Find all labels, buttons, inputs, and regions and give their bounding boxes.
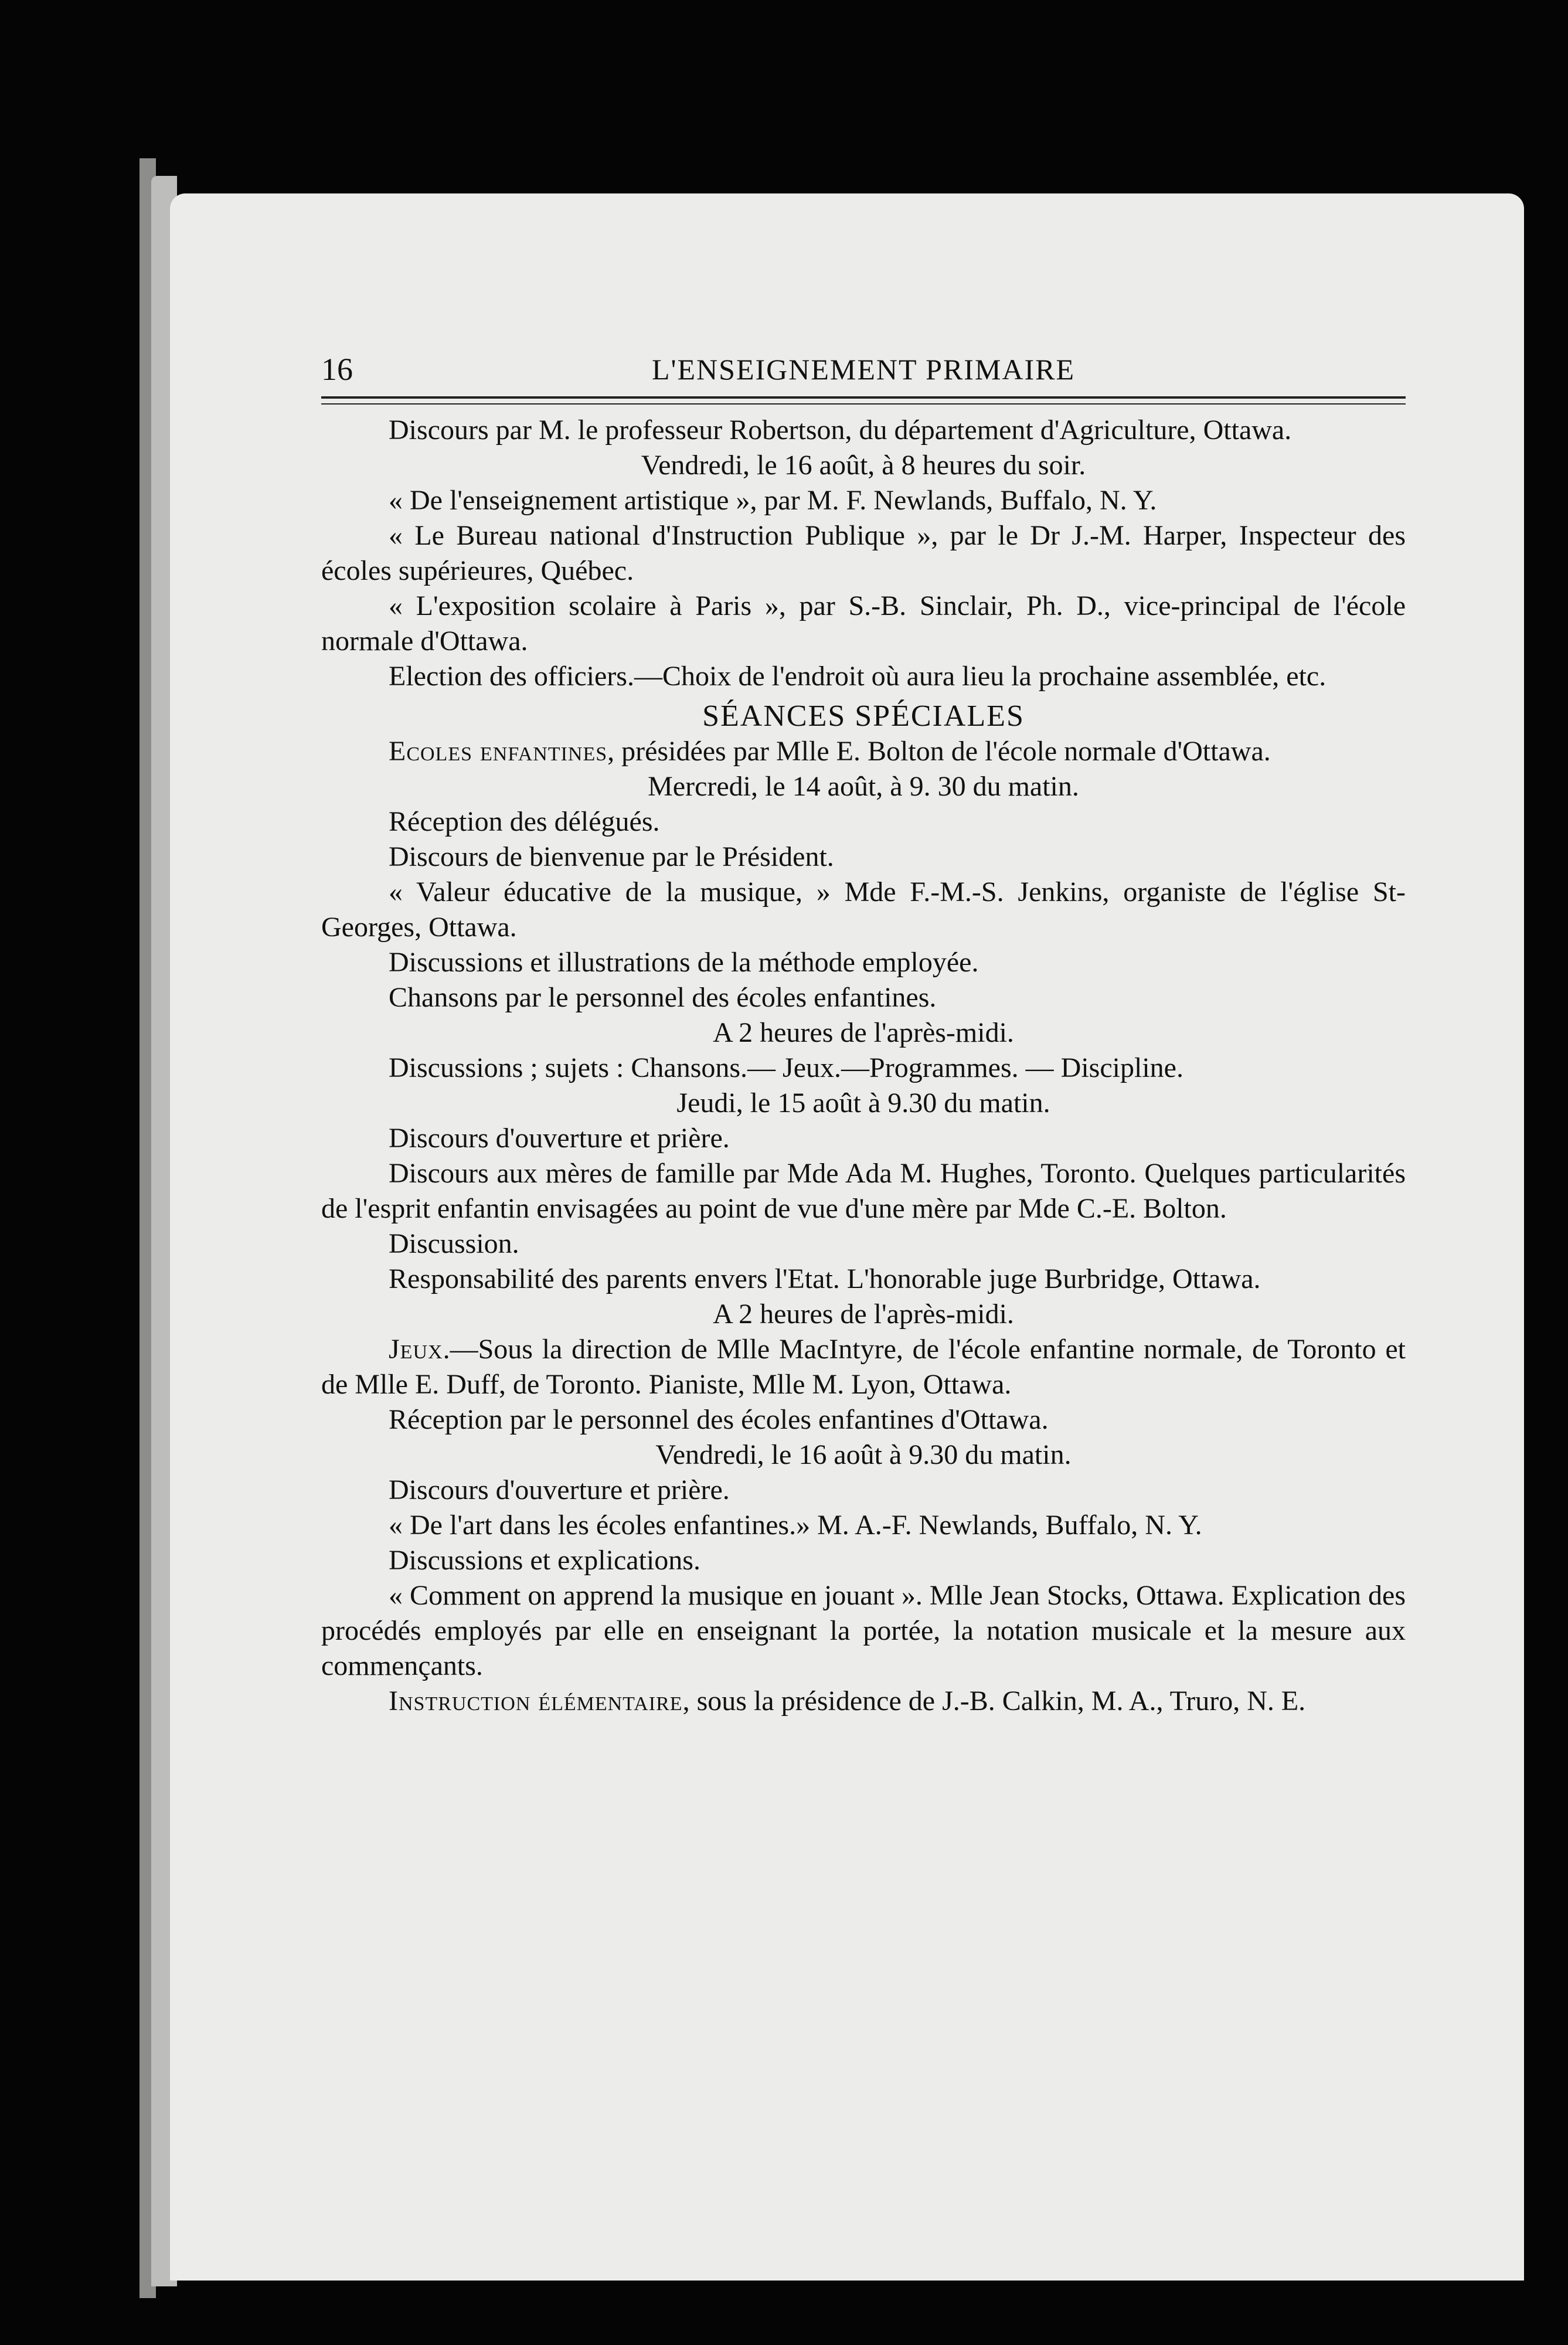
program-paragraph: Réception des délégués.	[389, 806, 660, 837]
program-paragraph: Discussions et explications.	[389, 1545, 700, 1576]
program-paragraph: « Valeur éducative de la musique, » Mde F.-M.-S. Jenkins, organiste de l'église St-Georges, Ottawa.	[321, 876, 1406, 943]
session-date-line: Vendredi, le 16 août, à 8 heures du soir.	[641, 450, 1086, 481]
program-paragraph	[321, 1332, 1406, 1402]
program-paragraph: Discours d'ouverture et prière.	[389, 1123, 730, 1154]
body-text	[321, 413, 1406, 1719]
session-date-line: Jeudi, le 15 août à 9.30 du matin.	[676, 1087, 1050, 1119]
session-date-line: Mercredi, le 14 août, à 9. 30 du matin.	[648, 771, 1079, 802]
program-paragraph: « De l'art dans les écoles enfantines.» M. A.-F. Newlands, Buffalo, N. Y.	[389, 1510, 1202, 1541]
program-paragraph: « De l'enseignement artistique », par M. F. Newlands, Buffalo, N. Y.	[389, 485, 1157, 516]
program-paragraph: Discussion.	[389, 1228, 519, 1259]
program-paragraph: Discussions et illustrations de la méthode employée.	[389, 947, 979, 978]
paragraph-text: , sous la présidence de J.-B. Calkin, M. A., Truro, N. E.	[682, 1685, 1306, 1717]
header-rule-thin	[321, 403, 1406, 405]
program-paragraph: « Comment on apprend la musique en jouant ». Mlle Jean Stocks, Ottawa. Explication des procédés employés par elle en enseignant la portée, la notation musicale et la mesure aux commençants.	[321, 1580, 1406, 1681]
journal-title: L'ENSEIGNEMENT PRIMAIRE	[651, 353, 1076, 386]
section-heading: SÉANCES SPÉCIALES	[702, 699, 1025, 733]
program-paragraph: Discussions ; sujets : Chansons.— Jeux.—Programmes. — Discipline.	[389, 1052, 1183, 1083]
program-paragraph: Chansons par le personnel des écoles enfantines.	[389, 982, 937, 1013]
program-paragraph: Election des officiers.—Choix de l'endroit où aura lieu la prochaine assemblée, etc.	[389, 661, 1326, 692]
running-head	[321, 352, 1406, 393]
header-rule-thick	[321, 396, 1406, 399]
section-lead: Ecoles enfantines	[389, 736, 608, 767]
program-paragraph: Discours d'ouverture et prière.	[389, 1474, 730, 1505]
paragraph-text: .—Sous la direction de Mlle MacIntyre, de l'école enfantine normale, de Toronto et de Mlle E. Duff, de Toronto. Pianiste, Mlle M. Lyon, Ottawa.	[321, 1334, 1406, 1400]
program-paragraph: Discours aux mères de famille par Mde Ada M. Hughes, Toronto. Quelques particularités de l'esprit enfantin envisagées au point de vue d'une mère par Mde C.-E. Bolton.	[321, 1158, 1406, 1224]
program-paragraph: Discours de bienvenue par le Président.	[389, 841, 834, 872]
paragraph-text: , présidées par Mlle E. Bolton de l'école normale d'Ottawa.	[607, 736, 1271, 767]
page-content	[321, 352, 1406, 1719]
program-paragraph: « L'exposition scolaire à Paris », par S.-B. Sinclair, Ph. D., vice-principal de l'école normale d'Ottawa.	[321, 590, 1406, 657]
program-paragraph	[321, 734, 1406, 769]
section-lead: Instruction élémentaire	[389, 1685, 683, 1717]
session-date-line: Vendredi, le 16 août à 9.30 du matin.	[655, 1439, 1072, 1470]
program-paragraph: Discours par M. le professeur Robertson, du département d'Agriculture, Ottawa.	[389, 414, 1292, 446]
program-paragraph	[321, 1684, 1406, 1719]
program-paragraph: « Le Bureau national d'Instruction Publique », par le Dr J.-M. Harper, Inspecteur des écoles supérieures, Québec.	[321, 520, 1406, 586]
program-paragraph: Réception par le personnel des écoles enfantines d'Ottawa.	[389, 1404, 1049, 1435]
session-date-line: A 2 heures de l'après-midi.	[713, 1017, 1014, 1048]
page-number: 16	[321, 352, 353, 387]
section-lead: Jeux	[389, 1334, 443, 1365]
session-date-line: A 2 heures de l'après-midi.	[713, 1299, 1014, 1330]
program-paragraph: Responsabilité des parents envers l'Etat. L'honorable juge Burbridge, Ottawa.	[389, 1263, 1261, 1294]
